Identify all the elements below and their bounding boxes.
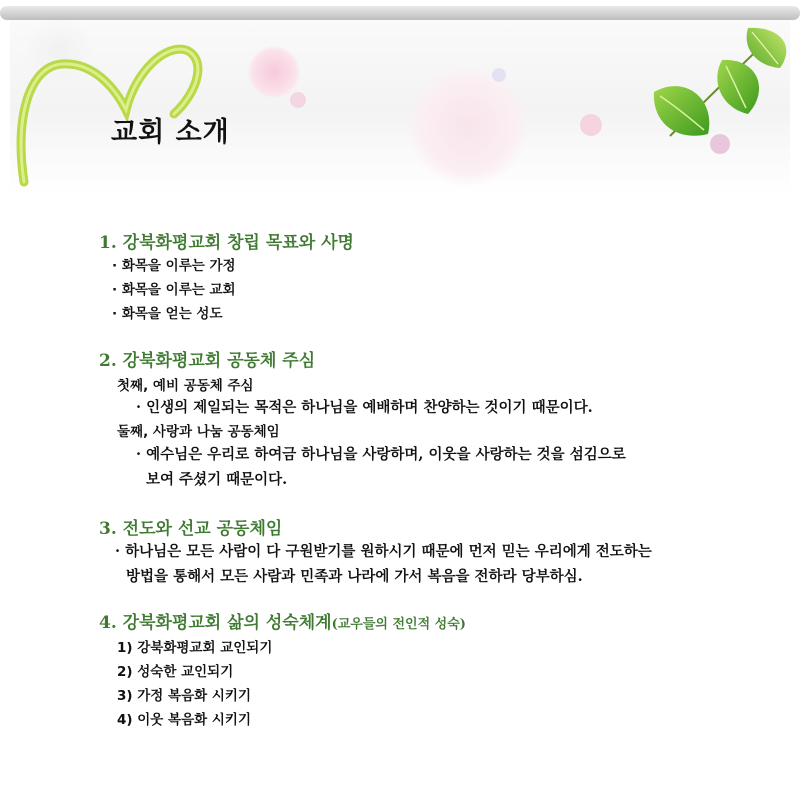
section-3-heading: 3. 전도와 선교 공동체임	[99, 519, 283, 539]
section-4-heading	[99, 608, 466, 633]
section-2-heading: 2. 강북화평교회 공동체 주심	[99, 351, 316, 371]
body-line: 보여 주셨기 때문이다.	[146, 471, 288, 488]
body-line: · 하나님은 모든 사람이 다 구원받기를 원하시기 때문에 먼저 믿는 우리에게 전도하는	[115, 543, 652, 560]
list-item: · 화목을 이루는 가정	[112, 258, 236, 274]
subsection-title: 첫째, 예비 공동체 주심	[117, 378, 254, 394]
body-line: 방법을 통해서 모든 사람과 민족과 나라에 가서 복음을 전하라 당부하심.	[126, 568, 583, 585]
list-item: 4) 이웃 복음화 시키기	[117, 712, 251, 728]
body-line: · 예수님은 우리로 하여금 하나님을 사랑하며, 이웃을 사랑하는 것을 섬김으로	[136, 446, 626, 463]
list-item: 2) 성숙한 교인되기	[117, 664, 234, 680]
list-item: · 화목을 이루는 교회	[112, 282, 236, 298]
page-title: 교회 소개	[111, 117, 230, 148]
body-line: · 인생의 제일되는 목적은 하나님을 예배하며 찬양하는 것이기 때문이다.	[136, 399, 593, 416]
section-4-heading-note: (교우들의 전인적 성숙)	[331, 617, 466, 632]
section-1-heading: 1. 강북화평교회 창립 목표와 사명	[99, 233, 354, 253]
list-item: 3) 가정 복음화 시키기	[117, 688, 251, 704]
list-item: 1) 강북화평교회 교인되기	[117, 640, 273, 656]
subsection-title: 둘째, 사랑과 나눔 공동체임	[117, 424, 280, 440]
section-4-heading-main: 4. 강북화평교회 삶의 성숙체계	[99, 613, 332, 633]
list-item: · 화목을 얻는 성도	[112, 306, 223, 322]
